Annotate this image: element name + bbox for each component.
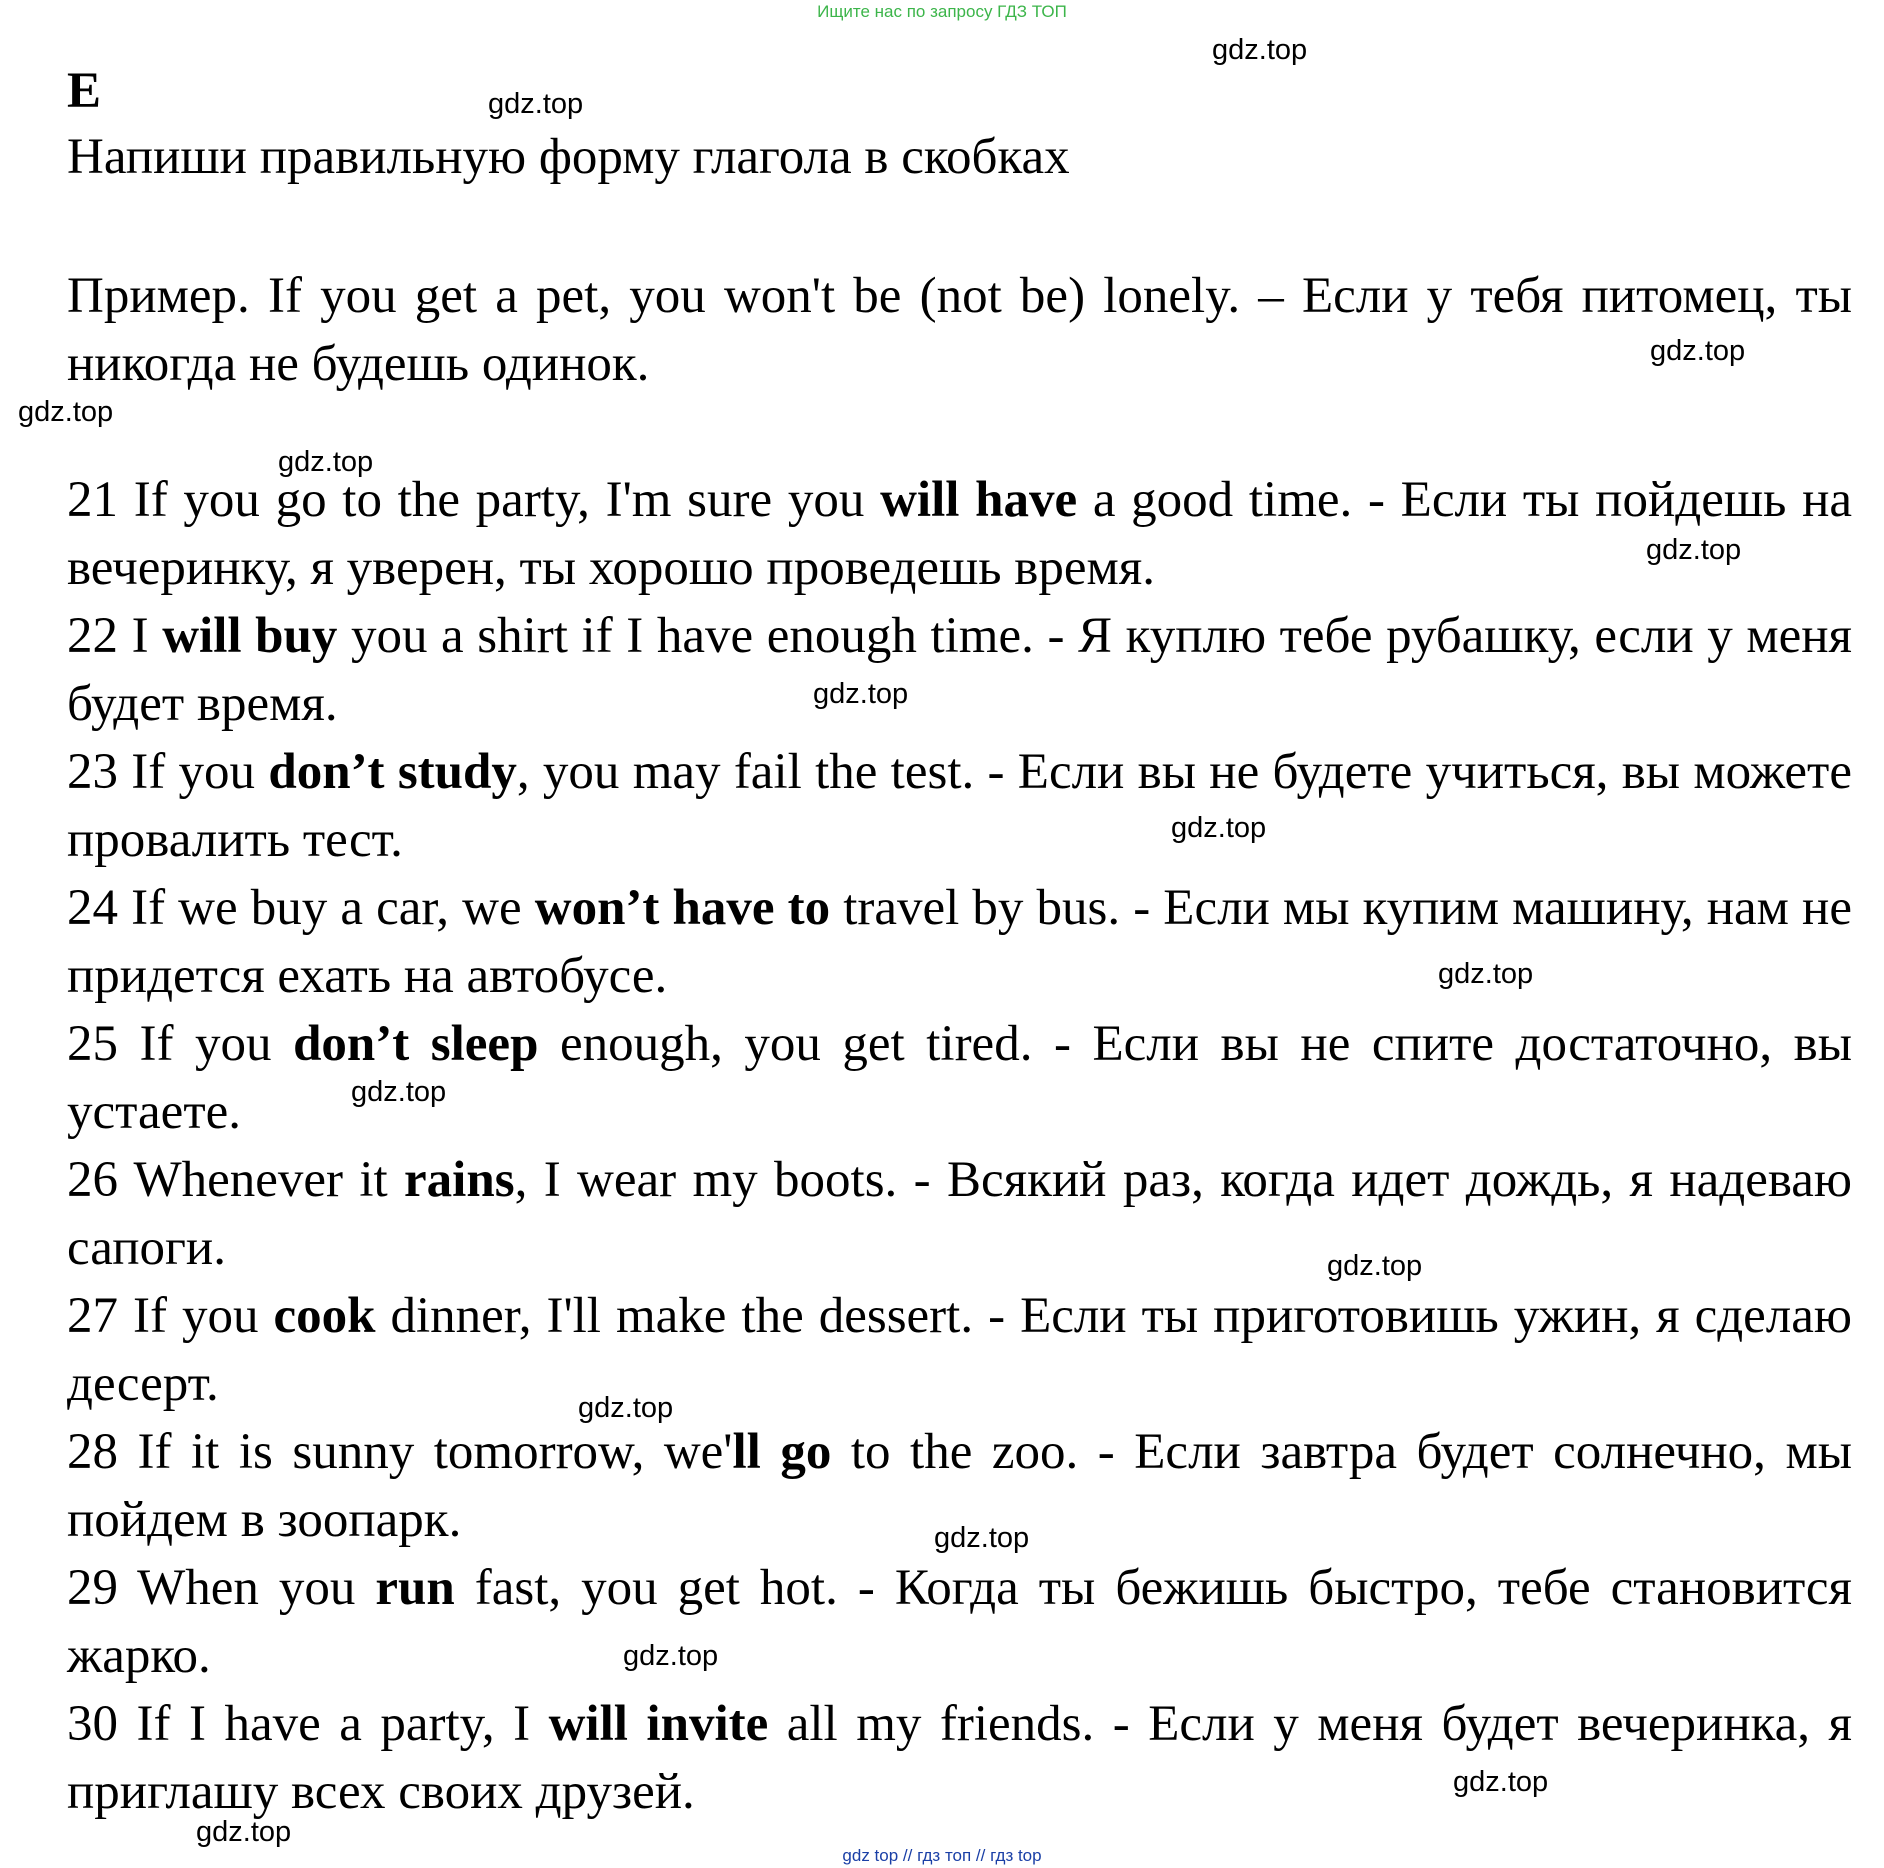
watermark: gdz.top xyxy=(1453,1766,1549,1798)
watermark: gdz.top xyxy=(1327,1250,1423,1282)
item-answer: cook xyxy=(273,1288,376,1344)
watermark: gdz.top xyxy=(1212,34,1308,66)
item-answer: ll go xyxy=(732,1424,832,1480)
answer-item-26 xyxy=(67,1146,1852,1282)
item-prefix: 22 I xyxy=(67,608,163,664)
watermark: gdz.top xyxy=(1650,335,1746,367)
watermark: gdz.top xyxy=(1646,534,1742,566)
watermark: gdz.top xyxy=(351,1076,447,1108)
item-answer: don’t study xyxy=(268,744,517,800)
item-suffix: enough, you get tired. - Если вы не спите достаточно, вы устаете. xyxy=(67,1016,1852,1140)
item-answer: don’t sleep xyxy=(293,1016,539,1072)
answer-item-29 xyxy=(67,1554,1852,1690)
answer-item-23 xyxy=(67,738,1852,874)
item-answer: run xyxy=(375,1560,455,1616)
item-suffix: fast, you get hot. - Когда ты бежишь быстро, тебе становится жарко. xyxy=(67,1560,1852,1684)
item-suffix: dinner, I'll make the dessert. - Если ты приготовишь ужин, я сделаю десерт. xyxy=(67,1288,1852,1412)
watermark: gdz.top xyxy=(578,1392,674,1424)
watermark: gdz.top xyxy=(813,678,909,710)
answer-item-24 xyxy=(67,874,1852,1010)
answer-item-25 xyxy=(67,1010,1852,1146)
section-heading: E xyxy=(67,63,102,119)
item-prefix: 29 When you xyxy=(67,1560,376,1616)
item-suffix: travel by bus. - Если мы купим машину, нам не придется ехать на автобусе. xyxy=(67,880,1852,1004)
item-answer: will invite xyxy=(548,1696,769,1752)
watermark: gdz.top xyxy=(623,1640,719,1672)
item-prefix: 27 If you xyxy=(67,1288,274,1344)
item-suffix: , you may fail the test. - Если вы не будете учиться, вы можете провалить тест. xyxy=(67,744,1852,868)
item-answer: rains xyxy=(404,1152,515,1208)
item-suffix: a good time. - Если ты пойдешь на вечеринку, я уверен, ты хорошо проведешь время. xyxy=(67,472,1852,596)
item-prefix: 23 If you xyxy=(67,744,269,800)
watermark: gdz.top xyxy=(278,446,374,478)
watermark: gdz.top xyxy=(196,1816,292,1848)
item-answer: will buy xyxy=(162,608,338,664)
task-instruction: Напиши правильную форму глагола в скобках xyxy=(67,129,1070,185)
item-suffix: you a shirt if I have enough time. - Я куплю тебе рубашку, если у меня будет время. xyxy=(67,608,1853,732)
answer-item-22 xyxy=(67,602,1852,738)
footer-links[interactable]: gdz top // гдз топ // гдз top xyxy=(842,1846,1042,1865)
item-prefix: 21 If you go to the party, I'm sure you xyxy=(67,472,881,528)
answer-item-27 xyxy=(67,1282,1852,1418)
watermark: gdz.top xyxy=(1438,958,1534,990)
watermark: gdz.top xyxy=(934,1522,1030,1554)
item-suffix: to the zoo. - Если завтра будет солнечно, мы пойдем в зоопарк. xyxy=(67,1424,1852,1548)
item-prefix: 28 If it is sunny tomorrow, we' xyxy=(67,1424,733,1480)
search-banner[interactable]: Ищите нас по запросу ГДЗ ТОП xyxy=(817,2,1067,21)
item-suffix: , I wear my boots. - Всякий раз, когда идет дождь, я надеваю сапоги. xyxy=(67,1152,1852,1276)
watermark: gdz.top xyxy=(18,396,114,428)
answer-item-30 xyxy=(67,1690,1852,1826)
watermark: gdz.top xyxy=(1171,812,1267,844)
item-prefix: 26 Whenever it xyxy=(67,1152,405,1208)
answer-item-21 xyxy=(67,466,1852,602)
example-sentence: Пример. If you get a pet, you won't be (not be) lonely. – Если у тебя питомец, ты никогда не будешь одинок. xyxy=(67,268,1852,392)
item-answer: won’t have to xyxy=(534,880,831,936)
item-answer: will have xyxy=(880,472,1078,528)
watermark: gdz.top xyxy=(488,88,584,120)
item-prefix: 24 If we buy a car, we xyxy=(67,880,535,936)
item-suffix: all my friends. - Если у меня будет вечеринка, я приглашу всех своих друзей. xyxy=(67,1696,1852,1820)
item-prefix: 30 If I have a party, I xyxy=(67,1696,549,1752)
item-prefix: 25 If you xyxy=(67,1016,294,1072)
